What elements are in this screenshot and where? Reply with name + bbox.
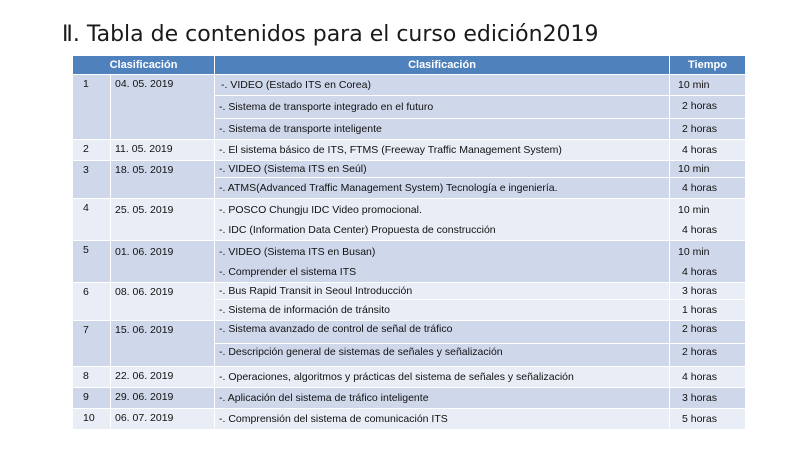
session-date: 11. 05. 2019 — [111, 140, 215, 161]
session-topic: -. ATMS(Advanced Traffic Management System) Tecnología e ingeniería. — [215, 178, 670, 199]
table-row — [73, 388, 746, 409]
session-time: 4 horas — [682, 224, 718, 236]
table-row — [73, 140, 746, 161]
table-row — [73, 367, 746, 388]
session-number: 1 — [73, 75, 111, 140]
session-topic: -. El sistema básico de ITS, FTMS (Freeway Traffic Management System) — [215, 140, 670, 161]
session-topic: -. VIDEO (Sistema ITS en Busan) — [219, 246, 376, 258]
session-time: 1 horas — [670, 300, 746, 321]
session-date: 22. 06. 2019 — [111, 367, 215, 388]
table-row — [73, 409, 746, 430]
table-row — [73, 199, 746, 241]
session-time: 3 horas — [670, 283, 746, 300]
session-time: 10 min — [670, 161, 746, 178]
table-row — [73, 241, 746, 283]
header-clasificacion-topic: Clasificación — [215, 56, 670, 75]
session-topic: -. IDC (Information Data Center) Propuesta de construcción — [219, 224, 496, 236]
session-number: 5 — [73, 241, 111, 283]
session-topic: -. Bus Rapid Transit in Seoul Introducción — [215, 283, 670, 300]
session-date: 15. 06. 2019 — [111, 321, 215, 367]
session-topic: -. VIDEO (Sistema ITS en Seúl) — [215, 161, 670, 178]
session-number: 3 — [73, 161, 111, 199]
session-time: 2 horas — [670, 119, 746, 140]
session-time: 4 horas — [682, 266, 718, 278]
table-row — [73, 283, 746, 300]
session-number: 2 — [73, 140, 111, 161]
session-topic-pair — [215, 199, 670, 241]
session-time: 10 min — [670, 75, 746, 96]
course-table — [72, 55, 746, 430]
session-date: 04. 05. 2019 — [111, 75, 215, 140]
header-tiempo: Tiempo — [670, 56, 746, 75]
session-time-pair — [670, 199, 746, 241]
session-topic: -. Descripción general de sistemas de señales y señalización — [215, 344, 670, 367]
session-number: 7 — [73, 321, 111, 367]
session-time: 2 horas — [670, 96, 746, 119]
session-time: 5 horas — [670, 409, 746, 430]
session-topic: -. Sistema de transporte integrado en el futuro — [215, 96, 670, 119]
session-number: 10 — [73, 409, 111, 430]
session-date: 08. 06. 2019 — [111, 283, 215, 321]
session-date: 29. 06. 2019 — [111, 388, 215, 409]
session-topic: -. POSCO Chungju IDC Video promocional. — [219, 204, 422, 216]
page-title: Ⅱ. Tabla de contenidos para el curso edición2019 — [62, 22, 599, 47]
session-time: 10 min — [678, 204, 710, 216]
session-time: 4 horas — [670, 367, 746, 388]
table-row — [73, 321, 746, 344]
session-topic: -. Operaciones, algoritmos y prácticas del sistema de señales y señalización — [215, 367, 670, 388]
session-topic-pair — [215, 241, 670, 283]
session-topic: -. Sistema de transporte inteligente — [215, 119, 670, 140]
session-topic: -. Sistema avanzado de control de señal de tráfico — [215, 321, 670, 344]
session-time: 3 horas — [670, 388, 746, 409]
session-time: 2 horas — [670, 321, 746, 344]
session-number: 8 — [73, 367, 111, 388]
table-row — [73, 75, 746, 96]
header-clasificacion-date: Clasificación — [73, 56, 215, 75]
session-number: 4 — [73, 199, 111, 241]
session-time: 4 horas — [670, 140, 746, 161]
session-date: 06. 07. 2019 — [111, 409, 215, 430]
session-topic: -. Sistema de información de tránsito — [215, 300, 670, 321]
table-row — [73, 161, 746, 178]
session-topic: -. Comprender el sistema ITS — [219, 266, 357, 278]
session-topic: -. Comprensión del sistema de comunicación ITS — [215, 409, 670, 430]
session-topic: -. VIDEO (Estado ITS en Corea) — [215, 75, 670, 96]
session-number: 9 — [73, 388, 111, 409]
session-number: 6 — [73, 283, 111, 321]
session-time: 10 min — [678, 246, 710, 258]
session-date: 25. 05. 2019 — [111, 199, 215, 241]
session-time: 4 horas — [670, 178, 746, 199]
session-date: 01. 06. 2019 — [111, 241, 215, 283]
table-header-row — [73, 56, 746, 75]
session-date: 18. 05. 2019 — [111, 161, 215, 199]
session-time-pair — [670, 241, 746, 283]
session-time: 2 horas — [670, 344, 746, 367]
session-topic: -. Aplicación del sistema de tráfico inteligente — [215, 388, 670, 409]
